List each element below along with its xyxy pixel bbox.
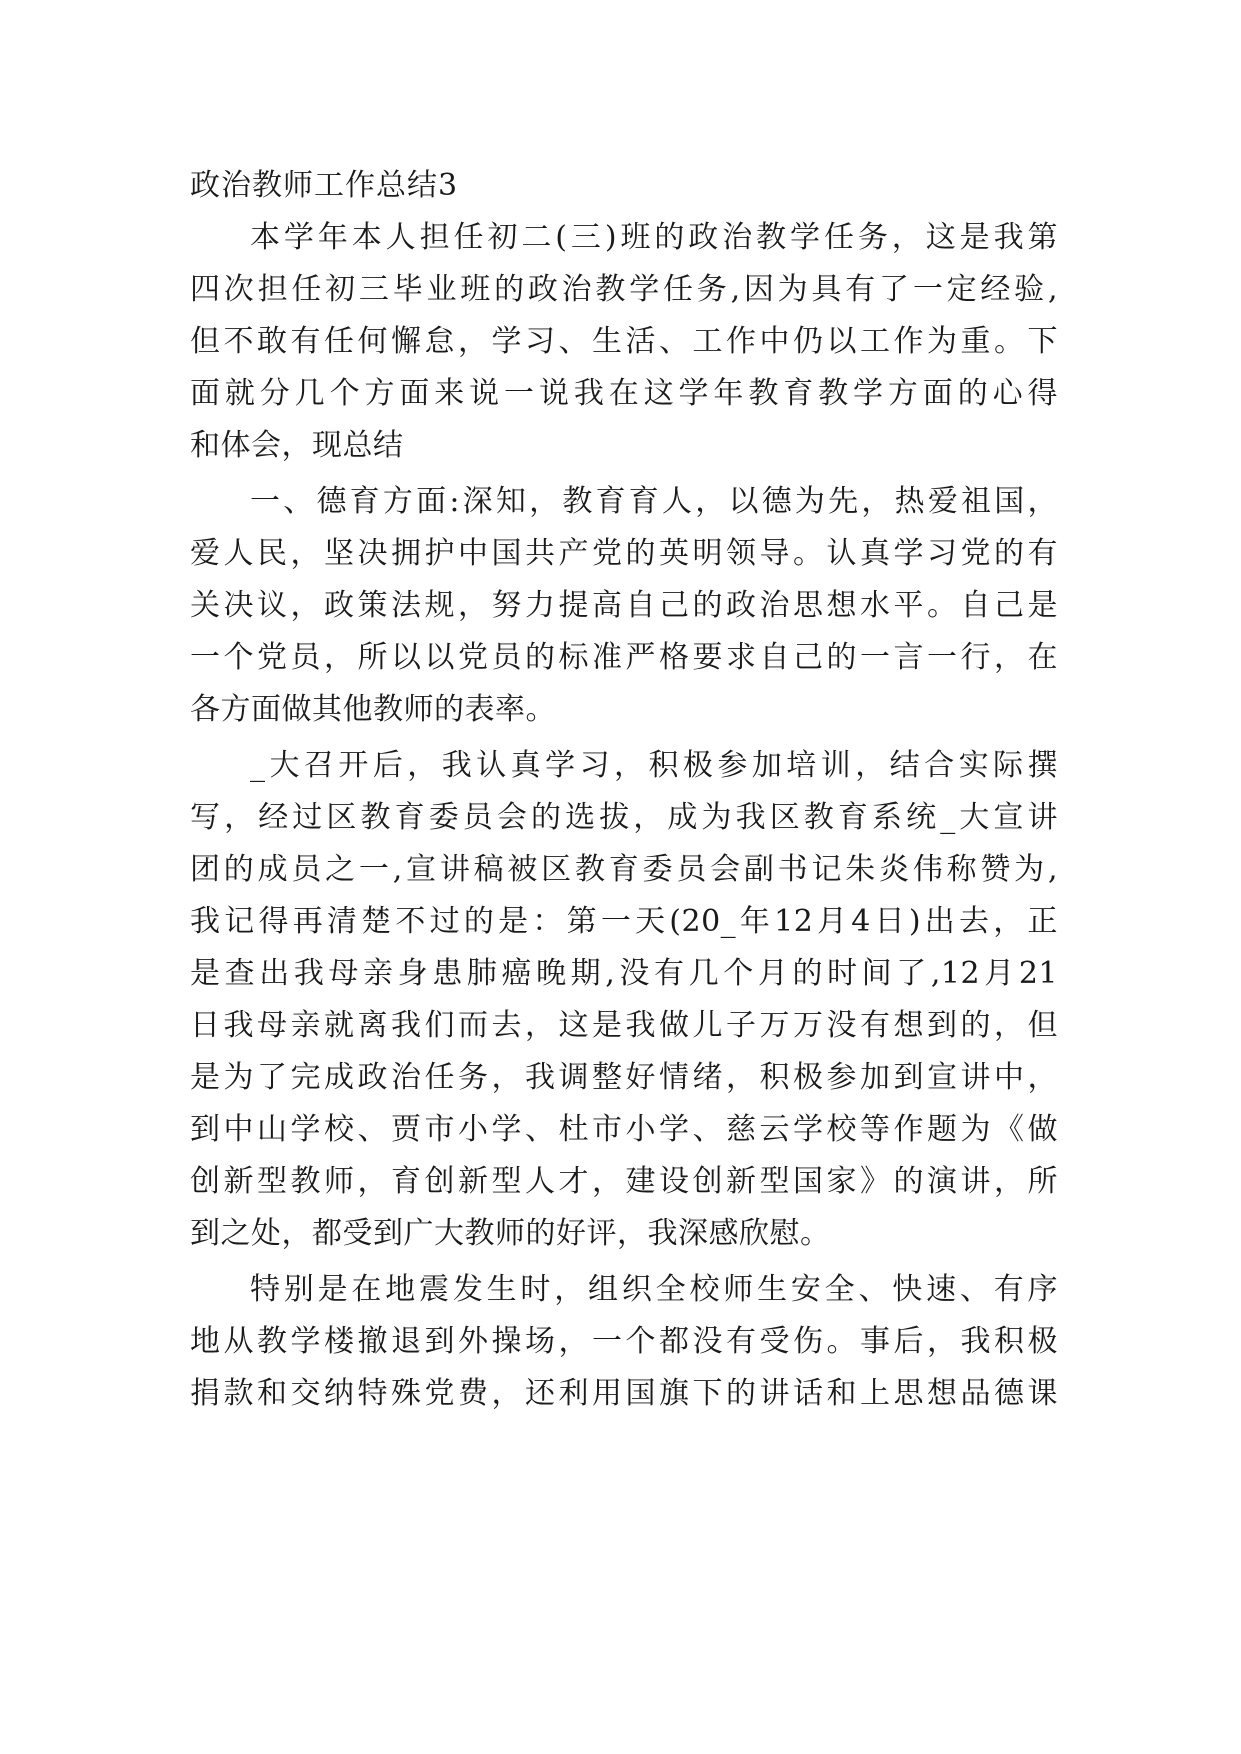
text-line: 到之处，都受到广大教师的好评，我深感欣慰。 <box>190 1216 831 1251</box>
text-line: 一、德育方面:深知，教育育人，以德为先，热爱祖国， <box>250 484 1058 519</box>
text-line: 特别是在地震发生时，组织全校师生安全、快速、有序 <box>250 1272 1058 1307</box>
document-title: 政治教师工作总结3 <box>190 168 459 203</box>
text-line: 创新型教师，育创新型人才，建设创新型国家》的演讲，所 <box>190 1164 1058 1199</box>
document-body <box>190 160 1058 1420</box>
text-line: 关决议，政策法规，努力提高自己的政治思想水平。自己是 <box>190 588 1058 623</box>
paragraph-2 <box>190 476 1058 736</box>
text-line: 我记得再清楚不过的是：第一天(20_年12月4日)出去，正 <box>190 904 1058 939</box>
text-line: 一个党员，所以以党员的标准严格要求自己的一言一行，在 <box>190 640 1058 675</box>
text-line: 捐款和交纳特殊党费，还利用国旗下的讲话和上思想品德课 <box>190 1376 1058 1411</box>
text-line: 面就分几个方面来说一说我在这学年教育教学方面的心得 <box>190 376 1058 411</box>
text-line: 日我母亲就离我们而去，这是我做儿子万万没有想到的，但 <box>190 1008 1058 1043</box>
text-line: 到中山学校、贾市小学、杜市小学、慈云学校等作题为《做 <box>190 1112 1058 1147</box>
text-line: 写，经过区教育委员会的选拔，成为我区教育系统_大宣讲 <box>190 800 1058 835</box>
text-line: 各方面做其他教师的表率。 <box>190 692 556 727</box>
text-line: 和体会，现总结 <box>190 428 404 463</box>
text-line: 地从教学楼撤退到外操场，一个都没有受伤。事后，我积极 <box>190 1324 1058 1359</box>
text-line: 团的成员之一,宣讲稿被区教育委员会副书记朱炎伟称赞为, <box>190 852 1058 887</box>
paragraph-1 <box>190 212 1058 472</box>
paragraph-4 <box>190 1264 1058 1420</box>
paragraph-3 <box>190 740 1058 1260</box>
text-line: 四次担任初三毕业班的政治教学任务,因为具有了一定经验, <box>190 272 1058 307</box>
text-line: 爱人民，坚决拥护中国共产党的英明领导。认真学习党的有 <box>190 536 1058 571</box>
text-line: 是为了完成政治任务，我调整好情绪，积极参加到宣讲中， <box>190 1060 1058 1095</box>
text-line: 本学年本人担任初二(三)班的政治教学任务，这是我第 <box>250 220 1058 255</box>
text-line: 是查出我母亲身患肺癌晚期,没有几个月的时间了,12月21 <box>190 956 1058 991</box>
text-line: 但不敢有任何懈怠，学习、生活、工作中仍以工作为重。下 <box>190 324 1058 359</box>
text-line: _大召开后，我认真学习，积极参加培训，结合实际撰 <box>250 748 1058 783</box>
